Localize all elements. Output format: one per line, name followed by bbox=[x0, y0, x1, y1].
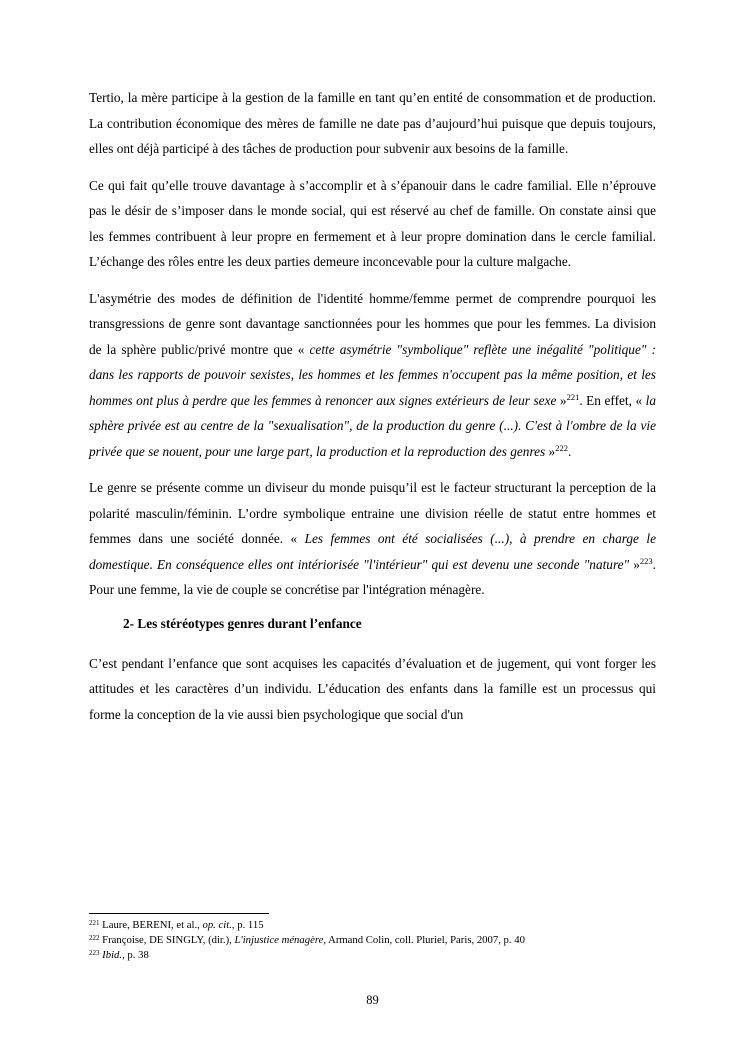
text-run: Françoise, DE SINGLY, (dir.), bbox=[99, 934, 235, 946]
footnote-marker: 223 bbox=[89, 949, 100, 957]
footnotes bbox=[89, 918, 669, 963]
footnote-marker: 223 bbox=[639, 555, 653, 566]
italic-text: cette asymétrie "symbolique" reflète une inégalité "politique" : dans les rapports de pouvoir sexistes, les hommes et les femmes n'occupent pas la même position, et les hommes ont plus à perdre que les femmes à renoncer aux signes extérieurs de leur sexe bbox=[89, 341, 656, 408]
text-run: Ce qui fait qu’elle trouve davantage à s’accomplir et à s’épanouir dans le cadre familial. Elle n’éprouve pas le désir de s’imposer dans le monde social, qui est réservé au chef de famille. On constate ainsi que les femmes contribuent à leur propre en fermement et à leur propre domination dans le cercle familial. L’échange des rôles entre les deux parties demeure inconcevable pour la culture malgache. bbox=[89, 177, 656, 269]
footnote-222 bbox=[89, 933, 669, 948]
footnote-221 bbox=[89, 918, 669, 933]
paragraph bbox=[89, 85, 656, 162]
italic-text: op. cit. bbox=[202, 919, 232, 931]
text-run: » bbox=[545, 443, 556, 459]
text-run: » bbox=[556, 392, 567, 408]
paragraph bbox=[89, 173, 656, 275]
footnote-marker: 222 bbox=[555, 442, 568, 453]
text-run: . En effet, « bbox=[579, 392, 646, 408]
text-run: » bbox=[629, 556, 640, 572]
footnote-marker: 222 bbox=[89, 934, 100, 942]
footnote-marker: 221 bbox=[566, 391, 580, 402]
paragraph bbox=[89, 475, 656, 603]
section-heading: 2- Les stéréotypes genres durant l’enfance bbox=[123, 615, 362, 631]
italic-text: Ibid. bbox=[102, 949, 123, 961]
text-run: C’est pendant l’enfance que sont acquises les capacités d’évaluation et de jugement, qui vont forger les attitudes et les caractères d’un individu. L’éducation des enfants dans la famille est un processus qui forme la conception de la vie aussi bien psychologique que social d'un bbox=[89, 655, 656, 722]
italic-text: la sphère privée est au centre de la "sexualisation", de la production du genre (...). C'est à l'ombre de la vie privée que se nouent, pour une large part, la production et la reproduction des genres bbox=[89, 392, 656, 459]
page-number: 89 bbox=[366, 993, 379, 1007]
text-run: L'asymétrie des modes de définition de l'identité homme/femme permet de comprendre pourquoi les transgressions de genre sont davantage sanctionnées pour les hommes que pour les femmes. La division de la sphère public/privé montre que « bbox=[89, 290, 656, 357]
text-run: . Pour une femme, la vie de couple se concrétise par l'intégration ménagère. bbox=[89, 556, 656, 597]
italic-text: L'injustice ménagère bbox=[234, 934, 324, 946]
text-run: , p. 38 bbox=[122, 949, 149, 961]
footnote-223 bbox=[89, 948, 669, 963]
text-run: Le genre se présente comme un diviseur du monde puisqu’il est le facteur structurant la perception de la polarité masculin/féminin. L’ordre symbolique entraine une division réelle de statut entre hommes et femmes dans une société donnée. « bbox=[89, 480, 656, 546]
footnote-divider bbox=[89, 913, 269, 914]
italic-text: Les femmes ont été socialisées (...), à prendre en charge le domestique. En conséquence elles ont intériorisée "l'intérieur" qui est devenu une seconde "nature" bbox=[89, 531, 656, 572]
text-run: Tertio, la mère participe à la gestion de la famille en tant qu’en entité de consommation et de production. La contribution économique des mères de famille ne date pas d’aujourd’hui puisque que depuis toujours, elles ont déjà participé à des tâches de production pour subvenir aux besoins de la famille. bbox=[89, 90, 656, 156]
paragraph bbox=[89, 286, 656, 465]
paragraph bbox=[89, 651, 656, 728]
footnote-marker: 221 bbox=[89, 919, 100, 927]
text-run: , p. 115 bbox=[231, 919, 264, 931]
text-run: , Armand Colin, coll. Pluriel, Paris, 2007, p. 40 bbox=[323, 934, 525, 946]
page-body bbox=[89, 85, 656, 738]
text-run: . bbox=[567, 443, 572, 459]
text-run: Laure, BERENI, et al., bbox=[99, 919, 203, 931]
